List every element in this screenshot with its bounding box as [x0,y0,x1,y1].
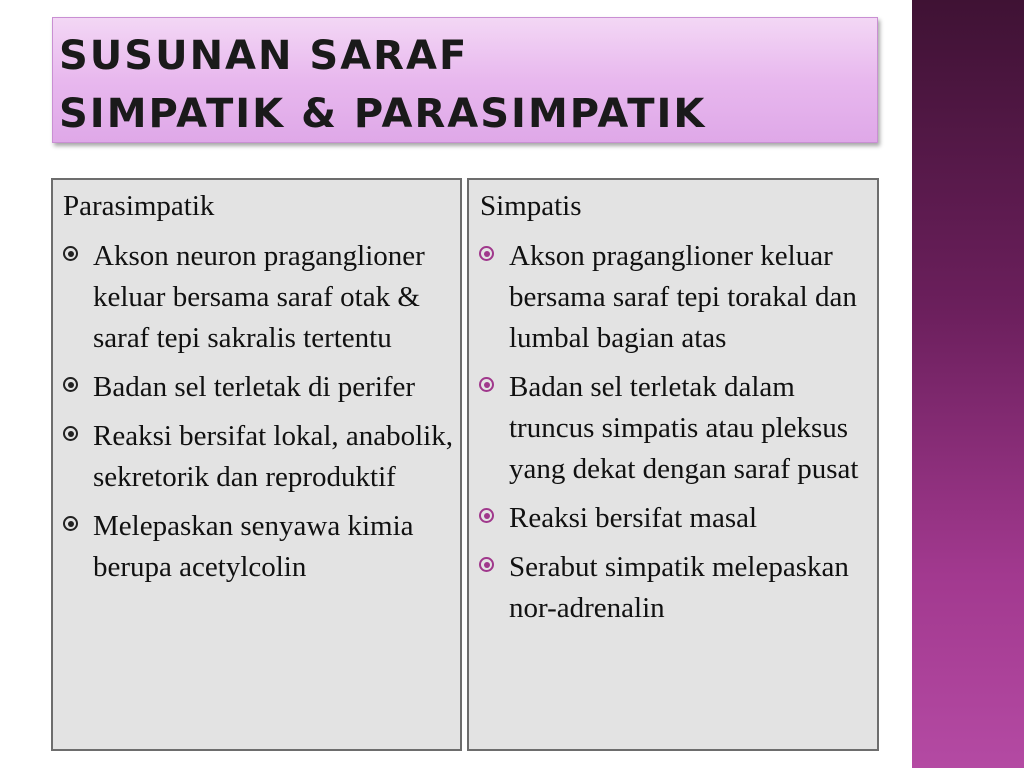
simpatis-bullet-list [479,236,873,637]
parasimpatik-heading: Parasimpatik [63,190,215,222]
decorative-side-band [912,0,1024,768]
simpatis-panel [467,178,879,751]
circle-bullet-icon [479,508,494,523]
list-item [479,367,873,490]
list-item [63,416,456,498]
slide-title-box [52,17,878,143]
list-item [479,236,873,359]
circle-bullet-icon [63,246,78,261]
circle-bullet-icon [63,426,78,441]
circle-bullet-icon [479,557,494,572]
simpatis-heading: Simpatis [480,190,582,222]
list-item [63,236,456,359]
bullet-text: Reaksi bersifat lokal, anabolik, sekretorik dan reproduktif [93,420,453,493]
bullet-text: Badan sel terletak dalam truncus simpatis atau pleksus yang dekat dengan saraf pusat [509,371,859,485]
bullet-text: Badan sel terletak di perifer [93,371,416,403]
list-item [63,506,456,588]
bullet-text: Akson neuron praganglioner keluar bersama saraf otak & saraf tepi sakralis tertentu [93,240,425,354]
parasimpatik-bullet-list [63,236,456,596]
circle-bullet-icon [479,246,494,261]
list-item [479,498,873,539]
bullet-text: Akson praganglioner keluar bersama saraf tepi torakal dan lumbal bagian atas [509,240,857,354]
bullet-text: Serabut simpatik melepaskan nor-adrenalin [509,551,849,624]
slide-title-line-2: SIMPATIK & PARASIMPATIK [59,91,707,137]
list-item [479,547,873,629]
circle-bullet-icon [63,516,78,531]
list-item [63,367,456,408]
bullet-text: Melepaskan senyawa kimia berupa acetylcolin [93,510,414,583]
circle-bullet-icon [63,377,78,392]
bullet-text: Reaksi bersifat masal [509,502,758,534]
slide-title-line-1: SUSUNAN SARAF [59,33,469,79]
parasimpatik-panel [51,178,462,751]
circle-bullet-icon [479,377,494,392]
